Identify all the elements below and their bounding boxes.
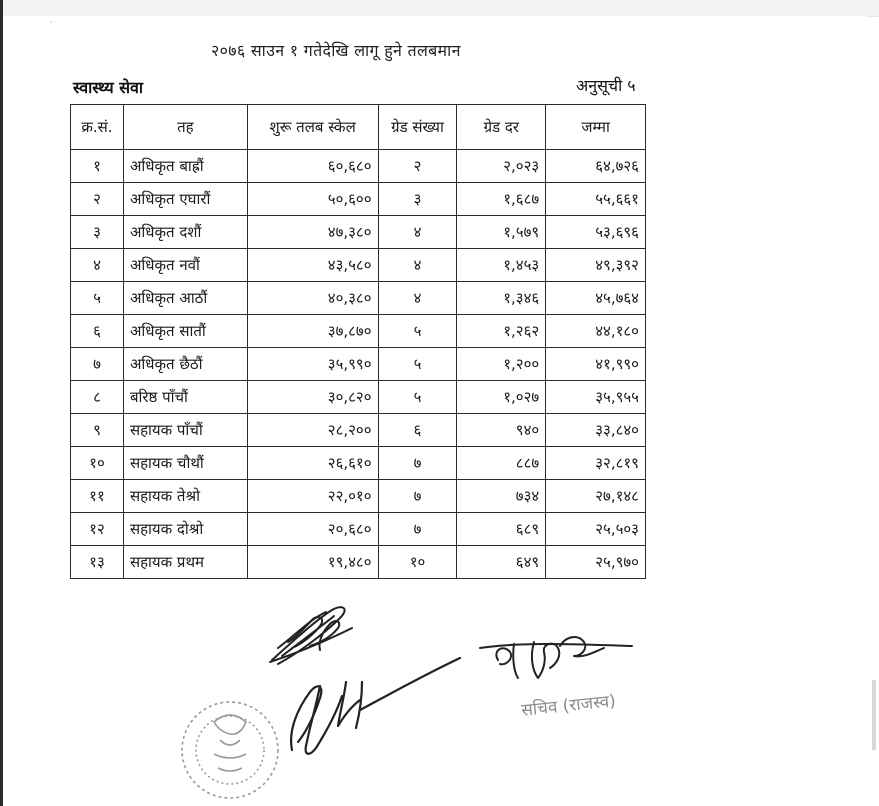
cell-grades: ६ (378, 414, 457, 447)
cell-rate: १,६८७ (457, 183, 546, 216)
cell-grades: ५ (378, 381, 457, 414)
salary-table-body (71, 150, 646, 579)
cell-total: ४१,९९० (546, 348, 646, 381)
cell-grades: १० (378, 546, 457, 579)
viewer-top-band (0, 0, 879, 17)
cell-level: अधिकृत नवौं (123, 249, 247, 282)
cell-rate: ६८९ (457, 513, 546, 546)
cell-scale: ४३,५८० (247, 249, 378, 282)
cell-rate: १,२०० (457, 348, 546, 381)
signatures-area (180, 590, 700, 806)
cell-grades: २ (378, 150, 457, 183)
table-row (71, 216, 646, 249)
cell-sn: १३ (71, 546, 124, 579)
cell-scale: ६०,६८० (247, 150, 378, 183)
cell-rate: १,५७९ (457, 216, 546, 249)
cell-sn: ५ (71, 282, 124, 315)
cell-grades: ७ (378, 480, 457, 513)
cell-scale: ५०,६०० (247, 183, 378, 216)
cell-scale: ३०,८२० (247, 381, 378, 414)
signatory-designation: सचिव (राजस्व) (520, 691, 617, 721)
table-row (71, 447, 646, 480)
cell-grades: ३ (378, 183, 457, 216)
table-row (71, 513, 646, 546)
header-level: तह (123, 105, 247, 150)
header-sn: क्र.सं. (71, 105, 124, 150)
cell-scale: २२,०१० (247, 480, 378, 513)
cell-rate: १,२६२ (457, 315, 546, 348)
header-total: जम्मा (546, 105, 646, 150)
table-row (71, 282, 646, 315)
cell-scale: २८,२०० (247, 414, 378, 447)
cell-level: अधिकृत दशौं (123, 216, 247, 249)
cell-level: सहायक तेश्रो (123, 480, 247, 513)
cell-level: बरिष्ठ पाँचौं (123, 381, 247, 414)
cell-total: ५३,६९६ (546, 216, 646, 249)
cell-total: ६४,७२६ (546, 150, 646, 183)
cell-level: अधिकृत छैठौं (123, 348, 247, 381)
cell-scale: २६,६१० (247, 447, 378, 480)
schedule-label: अनुसूची ५ (576, 76, 636, 95)
cell-level: सहायक दोश्रो (123, 513, 247, 546)
table-row (71, 315, 646, 348)
header-grades: ग्रेड संख्या (378, 105, 457, 150)
cell-total: ३५,९५५ (546, 381, 646, 414)
cell-total: ५५,६६१ (546, 183, 646, 216)
cell-sn: १२ (71, 513, 124, 546)
cell-sn: ११ (71, 480, 124, 513)
cell-grades: ७ (378, 513, 457, 546)
cell-sn: ४ (71, 249, 124, 282)
cell-scale: २०,६८० (247, 513, 378, 546)
cell-total: ४९,३९२ (546, 249, 646, 282)
table-row (71, 183, 646, 216)
cell-grades: ७ (378, 447, 457, 480)
cell-sn: १ (71, 150, 124, 183)
cell-level: अधिकृत बाह्रौं (123, 150, 247, 183)
cell-rate: ६४९ (457, 546, 546, 579)
cell-grades: ४ (378, 249, 457, 282)
cell-scale: ३५,९९० (247, 348, 378, 381)
cell-level: अधिकृत सातौं (123, 315, 247, 348)
cell-rate: १,३४६ (457, 282, 546, 315)
service-label: स्वास्थ्य सेवा (73, 78, 144, 97)
signature-3 (480, 637, 632, 678)
cell-scale: ४०,३८० (247, 282, 378, 315)
cell-grades: ४ (378, 282, 457, 315)
viewer-scrollbar[interactable] (872, 680, 876, 750)
table-row (71, 348, 646, 381)
cell-grades: ५ (378, 315, 457, 348)
cell-sn: १० (71, 447, 124, 480)
cell-scale: ४७,३८० (247, 216, 378, 249)
table-row (71, 381, 646, 414)
cell-total: ४५,७६४ (546, 282, 646, 315)
cell-rate: ९४० (457, 414, 546, 447)
cell-rate: ८८७ (457, 447, 546, 480)
header-scale: शुरू तलब स्केल (247, 105, 378, 150)
header-rate: ग्रेड दर (457, 105, 546, 150)
signature-2 (291, 658, 460, 754)
table-row (71, 480, 646, 513)
document-title: २०७६ साउन १ गतेदेखि लागू हुने तलबमान (211, 41, 461, 60)
salary-table (70, 104, 646, 579)
cell-sn: ६ (71, 315, 124, 348)
salary-table-header (71, 105, 646, 150)
corner-mark: · (50, 18, 53, 27)
cell-rate: १,४५३ (457, 249, 546, 282)
cell-total: २५,९७० (546, 546, 646, 579)
cell-rate: १,०२७ (457, 381, 546, 414)
cell-scale: १९,४८० (247, 546, 378, 579)
cell-total: ३३,८४० (546, 414, 646, 447)
signature-1 (270, 607, 352, 664)
cell-grades: ४ (378, 216, 457, 249)
cell-rate: ७३४ (457, 480, 546, 513)
cell-grades: ५ (378, 348, 457, 381)
cell-sn: ८ (71, 381, 124, 414)
cell-level: सहायक प्रथम (123, 546, 247, 579)
header-row (71, 105, 646, 150)
cell-scale: ३७,८७० (247, 315, 378, 348)
cell-total: २७,१४८ (546, 480, 646, 513)
table-row (71, 150, 646, 183)
cell-rate: २,०२३ (457, 150, 546, 183)
cell-total: ४४,१८० (546, 315, 646, 348)
cell-sn: २ (71, 183, 124, 216)
cell-level: अधिकृत एघारौं (123, 183, 247, 216)
cell-total: २५,५०३ (546, 513, 646, 546)
official-stamp (182, 702, 278, 798)
cell-level: सहायक चौथौं (123, 447, 247, 480)
cell-level: सहायक पाँचौं (123, 414, 247, 447)
cell-sn: ३ (71, 216, 124, 249)
cell-level: अधिकृत आठौं (123, 282, 247, 315)
cell-total: ३२,८१९ (546, 447, 646, 480)
table-row (71, 249, 646, 282)
cell-sn: ७ (71, 348, 124, 381)
cell-sn: ९ (71, 414, 124, 447)
table-row (71, 546, 646, 579)
table-row (71, 414, 646, 447)
